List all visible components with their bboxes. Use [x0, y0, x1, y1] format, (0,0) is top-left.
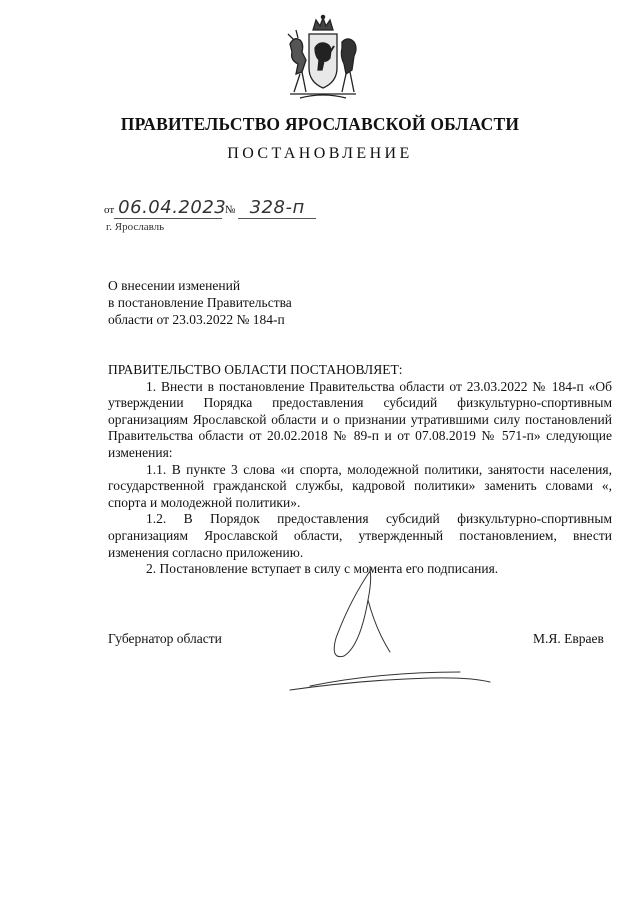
body-paragraph: 2. Постановление вступает в силу с момента его подписания.	[146, 561, 499, 577]
government-title: ПРАВИТЕЛЬСТВО ЯРОСЛАВСКОЙ ОБЛАСТИ	[120, 114, 520, 134]
body-paragraph: 1. Внести в постановление Правительства области от 23.03.2022 № 184-п «Об утверждении Порядка предоставления субсидий физкультурно-спортивным организациям Ярославской области и о признании утратившими силу постановлений Правительства области от 20.02.2018 № 89-п и от 07.08.2019 № 571-п» следующие изменения:	[108, 378, 612, 460]
signer-name: М.Я. Евраев	[533, 631, 604, 646]
number-field: 328-п	[238, 197, 316, 219]
document-subject	[108, 277, 368, 328]
document-type: ПОСТАНОВЛЕНИЕ	[227, 145, 413, 162]
handwritten-signature	[280, 560, 500, 710]
subject-line: О внесении изменений	[108, 278, 241, 293]
body-paragraph: 1.2. В Порядок предоставления субсидий физкультурно-спортивным организациям Ярославской области, утвержденный постановлением, внести изменения согласно приложению.	[108, 511, 612, 560]
number-prefix: №	[224, 204, 236, 216]
document-body	[108, 362, 612, 578]
preamble: ПРАВИТЕЛЬСТВО ОБЛАСТИ ПОСТАНОВЛЯЕТ:	[108, 362, 403, 377]
registration-line	[104, 197, 316, 219]
date-prefix: от	[104, 204, 115, 216]
subject-line: в постановление Правительства	[108, 295, 292, 310]
signer-title: Губернатор области	[108, 631, 222, 646]
coat-of-arms-icon	[280, 14, 366, 102]
city: г. Ярославль	[106, 221, 165, 233]
body-paragraph: 1.1. В пункте 3 слова «и спорта, молодежной политики, занятости населения, государственной гражданской службы, кадровой политики» заменить словами «, спорта и молодежной политики».	[108, 461, 612, 510]
date-field: 06.04.2023	[114, 197, 222, 219]
subject-line: области от 23.03.2022 № 184-п	[108, 312, 285, 327]
